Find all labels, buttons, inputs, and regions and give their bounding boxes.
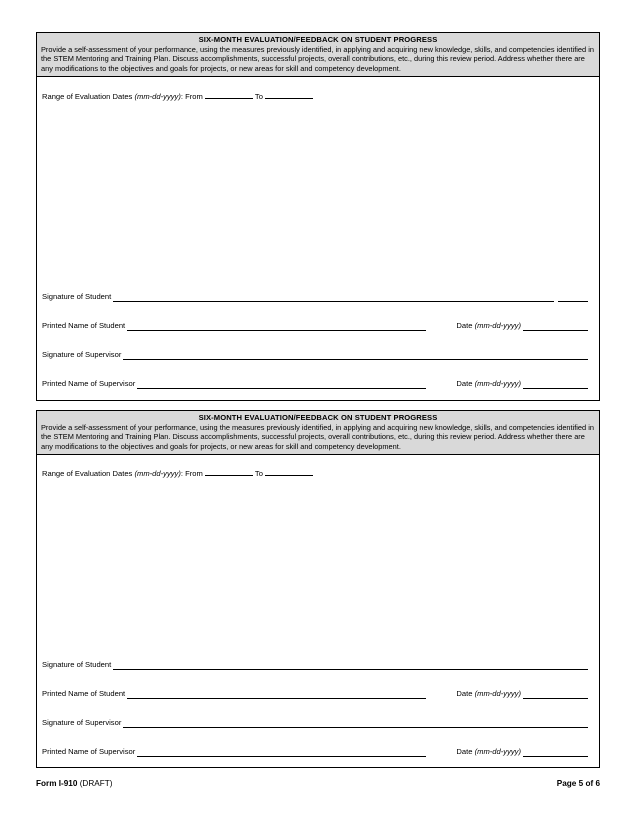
supervisor-name-field[interactable] [137,380,426,389]
student-name-field[interactable] [127,322,426,331]
student-signature-row [42,290,588,302]
student-signature-label: Signature of Student [42,292,112,301]
range-from-field[interactable] [205,91,253,99]
supervisor-name-row [42,745,588,757]
range-format: (mm-dd-yyyy) [134,469,181,478]
date-label: Date [456,321,473,330]
evaluation-date-range [42,468,313,479]
range-to-label: To [254,92,263,101]
supervisor-name-row [42,377,588,389]
date-label: Date [456,747,473,756]
range-from-label: : From [180,92,203,101]
date-label: Date [456,689,473,698]
student-signature-field[interactable] [113,661,588,670]
range-to-label: To [254,469,263,478]
supervisor-date-field[interactable] [523,748,588,757]
student-name-label: Printed Name of Student [42,689,126,698]
supervisor-signature-field[interactable] [123,719,588,728]
student-name-field[interactable] [127,690,426,699]
range-to-field[interactable] [265,468,313,476]
date-format: (mm-dd-yyyy) [474,379,521,388]
form-identifier [36,779,112,789]
form-status: (DRAFT) [79,779,113,788]
student-signature-label: Signature of Student [42,660,112,669]
supervisor-name-label: Printed Name of Supervisor [42,747,136,756]
range-to-field[interactable] [265,91,313,99]
section-title: SIX-MONTH EVALUATION/FEEDBACK ON STUDENT PROGRESS [198,35,438,44]
student-date-field[interactable] [523,322,588,331]
range-from-field[interactable] [205,468,253,476]
evaluation-section-2 [36,410,600,768]
evaluation-section-1 [36,32,600,401]
supervisor-signature-row [42,716,588,728]
date-label: Date [456,379,473,388]
form-id: Form I-910 [36,779,78,788]
section-instructions: Provide a self-assessment of your performance, using the measures previously identified, in applying and acquiring new knowledge, skills, and competencies identified in the STEM Mentoring and Training Plan. Discuss accomplishments, successful projects, overall contributions, etc., during this review period. Address whether there are any modifications to the objectives and goals for projects, or new areas for skill and competency development. [41,423,594,451]
supervisor-name-label: Printed Name of Supervisor [42,379,136,388]
student-signature-field[interactable] [113,293,554,302]
page-number: Page 5 of 6 [556,779,600,788]
section-title: SIX-MONTH EVALUATION/FEEDBACK ON STUDENT PROGRESS [198,413,438,422]
student-date-field[interactable] [523,690,588,699]
supervisor-signature-label: Signature of Supervisor [42,350,122,359]
supervisor-name-field[interactable] [137,748,426,757]
supervisor-signature-label: Signature of Supervisor [42,718,122,727]
supervisor-date-field[interactable] [523,380,588,389]
student-name-label: Printed Name of Student [42,321,126,330]
section-header [37,411,599,455]
date-format: (mm-dd-yyyy) [474,689,521,698]
student-name-row [42,687,588,699]
date-format: (mm-dd-yyyy) [474,321,521,330]
section-instructions: Provide a self-assessment of your performance, using the measures previously identified, in applying and acquiring new knowledge, skills, and competencies identified in the STEM Mentoring and Training Plan. Discuss accomplishments, successful projects, overall contributions, etc., during this review period. Address whether there are any modifications to the objectives and goals for projects, or new areas for skill and competency development. [41,45,594,73]
section-header [37,33,599,77]
student-signature-row [42,658,588,670]
evaluation-date-range [42,91,313,102]
supervisor-signature-field[interactable] [123,351,588,360]
range-from-label: : From [180,469,203,478]
range-label: Range of Evaluation Dates [42,469,133,478]
range-format: (mm-dd-yyyy) [134,92,181,101]
student-signature-extra-field[interactable] [558,293,588,302]
date-format: (mm-dd-yyyy) [474,747,521,756]
student-name-row [42,319,588,331]
range-label: Range of Evaluation Dates [42,92,133,101]
supervisor-signature-row [42,348,588,360]
